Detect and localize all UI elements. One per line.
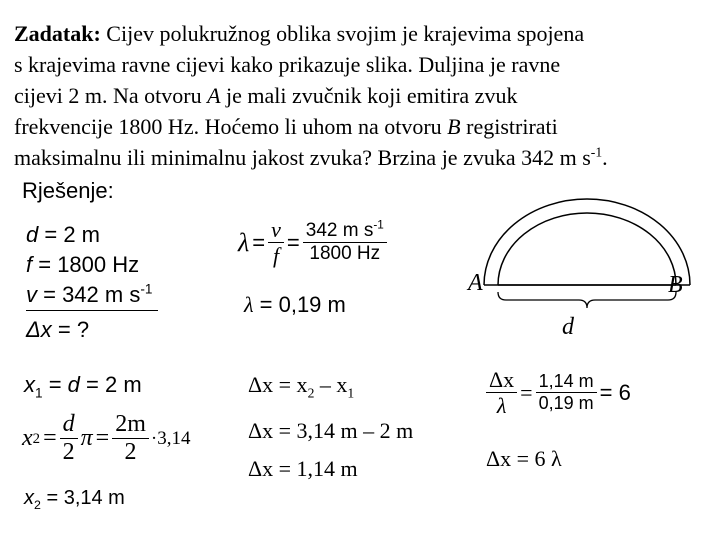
given-v: v = 342 m $s^{-1}$	[26, 280, 158, 311]
label-b: B	[668, 272, 683, 298]
inner-arc	[498, 213, 676, 285]
dx-definition: $\Delta x = x_2 - x_1$	[248, 372, 355, 401]
wavelength-formula: λ = $\frac{v}{f}$ = $\frac{342 m s^{-1}}{1800 Hz}$	[238, 218, 387, 267]
v-over-f: $\frac{v}{f}$	[268, 218, 284, 267]
x1-equation: $x_1 = d = 2$ m	[24, 372, 142, 401]
ratio-formula: $\frac{\Delta x}{\lambda}$ = $\frac{1,14 m}{0,19 m}$ = 6	[486, 368, 634, 417]
two-m-over-2: $\frac{2m}{2}$	[112, 412, 149, 465]
d-over-2: $\frac{d}{2}$	[60, 412, 78, 465]
task-line-3: cijevi 2 m. Na otvoru A je mali zvučnik koji emitira zvuk	[14, 83, 518, 108]
task-line-5: maksimalnu ili minimalnu jakost zvuka? Brzina je zvuka 342 m $s^{-1}$.	[14, 144, 608, 170]
length-brace	[498, 292, 676, 308]
dx-over-lambda: $\frac{\Delta x}{\lambda}$	[486, 368, 517, 417]
numeric-fraction: $\frac{342 m s^{-1}}{1800 Hz}$	[303, 221, 387, 264]
x2-formula: x 2 = $\frac{d}{2}$ π = $\frac{2m}{2}$ ·3,14	[22, 411, 191, 466]
dx-result: Δx = 1,14 m	[248, 456, 358, 481]
wavelength-result: λ = 0,19 m	[244, 292, 346, 317]
label-a: A	[468, 270, 483, 296]
dx-substitution: Δx = 3,14 m – 2 m	[248, 418, 414, 443]
task-text	[14, 18, 704, 173]
given-dx: Δx = ?	[26, 317, 90, 342]
task-point-a: A	[207, 83, 221, 108]
ratio-final: Δx = 6 λ	[486, 446, 562, 471]
task-label: Zadatak:	[14, 21, 101, 46]
task-line-1: Zadatak: Cijev polukružnog oblika svojim je krajevima spojena	[14, 21, 585, 46]
pipe-diagram	[460, 192, 710, 342]
x2-result: $x_2 = 3,14$ m	[24, 487, 125, 512]
given-block	[26, 220, 158, 345]
solution-heading: Rješenje:	[22, 178, 114, 203]
given-d: d = 2 m	[26, 222, 100, 247]
numeric-ratio: $\frac{1,14 m}{0,19 m}$	[536, 372, 597, 413]
given-f: f = 1800 Hz	[26, 252, 140, 277]
task-point-b: B	[447, 114, 461, 139]
label-d: d	[562, 314, 574, 340]
task-line-4: frekvencije 1800 Hz. Hoćemo li uhom na otvoru B registrirati	[14, 114, 558, 139]
task-line-2: s krajevima ravne cijevi kako prikazuje slika. Duljina je ravne	[14, 52, 561, 77]
